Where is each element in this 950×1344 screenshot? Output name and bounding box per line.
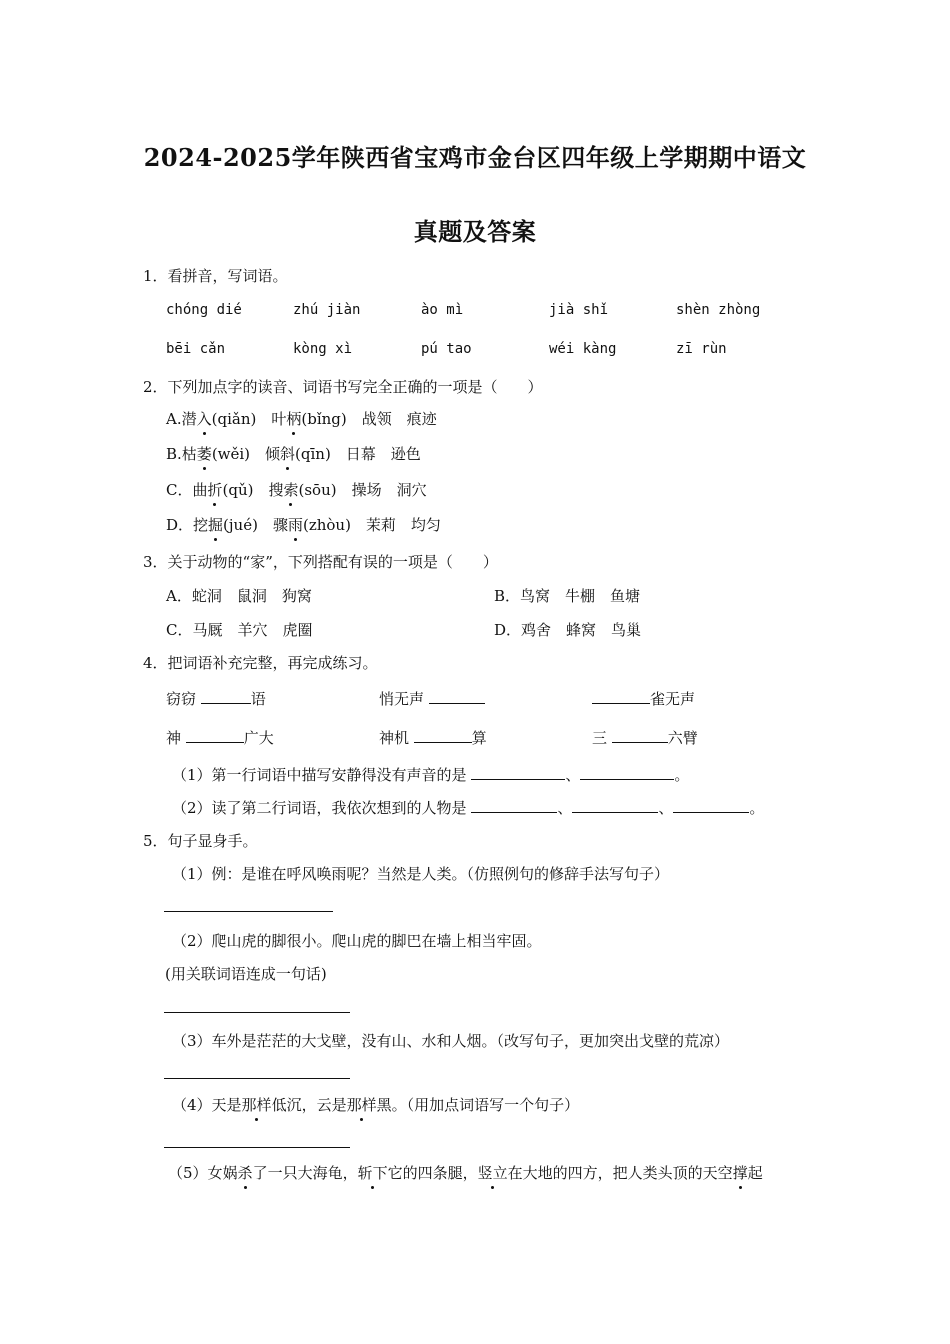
dotted-char: 折 xyxy=(207,481,223,499)
fill-blank[interactable] xyxy=(471,798,557,813)
fill-blank[interactable] xyxy=(414,728,472,743)
text: 了一只大海龟， xyxy=(252,1164,358,1182)
q1-stem: 1．看拼音，写词语。 xyxy=(143,267,288,285)
q4-sub1 xyxy=(172,764,689,785)
q3-stem: 3．关于动物的“家”，下列搭配有误的一项是（ ） xyxy=(143,553,498,571)
dotted-char: 斜 xyxy=(280,445,296,463)
q5-sub2-instruction: (用关联词语连成一句话) xyxy=(165,965,327,983)
text: 起 xyxy=(747,1164,763,1182)
text: 三 xyxy=(592,729,608,747)
dotted-char: 斩下 xyxy=(357,1164,388,1182)
q5-sub3: （3）车外是茫茫的大戈壁，没有山、水和人烟。（改写句子，更加突出戈壁的荒凉） xyxy=(172,1032,730,1050)
dotted-char: 那样 xyxy=(346,1096,377,1114)
text: (zhòu) 茉莉 均匀 xyxy=(302,516,441,534)
q4-idiom xyxy=(592,688,695,709)
q2-option-d xyxy=(166,514,441,535)
text: (jué) 骤 xyxy=(223,516,288,534)
document-title-line1: 2024-2025学年陕西省宝鸡市金台区四年级上学期期中语文 xyxy=(143,143,807,172)
q4-idiom xyxy=(379,688,485,709)
q4-sub2 xyxy=(172,797,764,818)
q5-sub2: （2）爬山虎的脚很小。爬山虎的脚巴在墙上相当牢固。 xyxy=(172,932,542,950)
q5-sub1: （1）例：是谁在呼风唤雨呢？当然是人类。（仿照例句的修辞手法写句子） xyxy=(172,865,670,883)
q1-pinyin: kòng xì xyxy=(293,341,353,357)
q1-pinyin: chóng dié xyxy=(166,302,242,318)
answer-line[interactable] xyxy=(164,911,333,912)
fill-blank[interactable] xyxy=(673,798,749,813)
text: 。 xyxy=(749,799,765,817)
q5-stem: 5．句子显身手。 xyxy=(143,832,258,850)
dotted-char: 掘 xyxy=(208,516,224,534)
fill-blank[interactable] xyxy=(580,765,674,780)
fill-blank[interactable] xyxy=(612,728,668,743)
text: 神机 xyxy=(379,729,410,747)
text: 算 xyxy=(471,729,487,747)
q2-option-b xyxy=(166,443,421,464)
text: 黑。（用加点词语写一个句子） xyxy=(376,1096,580,1114)
fill-blank[interactable] xyxy=(201,689,251,704)
text: 、 xyxy=(557,799,573,817)
fill-blank[interactable] xyxy=(429,689,485,704)
q1-pinyin: zī rùn xyxy=(676,341,727,357)
text: 六臂 xyxy=(667,729,698,747)
fill-blank[interactable] xyxy=(592,689,650,704)
text: （4）天是 xyxy=(172,1096,242,1114)
dotted-char: 那样 xyxy=(241,1096,272,1114)
text: 窃窃 xyxy=(166,690,197,708)
text: 在大地的四方，把人类头顶的天空 xyxy=(507,1164,733,1182)
dotted-word xyxy=(242,1096,272,1114)
text: (bǐng) 战领 痕迹 xyxy=(301,410,437,428)
text: (sōu) 操场 洞穴 xyxy=(298,481,427,499)
text: （2）读了第二行词语，我依次想到的人物是 xyxy=(172,799,467,817)
text: 语 xyxy=(250,690,266,708)
q1-pinyin: bēi cǎn xyxy=(166,341,226,357)
text: A.潜 xyxy=(166,410,197,428)
dotted-char: 撑 xyxy=(732,1164,748,1182)
q4-stem: 4．把词语补充完整，再完成练习。 xyxy=(143,654,378,672)
text: (qīn) 日幕 逊色 xyxy=(295,445,421,463)
q2-stem: 2．下列加点字的读音、词语书写完全正确的一项是（ ） xyxy=(143,378,543,396)
dotted-char: 竖立 xyxy=(477,1164,508,1182)
q2-option-c xyxy=(166,479,427,500)
text: 雀无声 xyxy=(650,690,696,708)
q5-sub5 xyxy=(168,1162,763,1183)
text: (qiǎn) 叶 xyxy=(211,410,287,428)
q1-pinyin: zhú jiàn xyxy=(293,302,361,318)
q2-option-a xyxy=(166,408,437,429)
dotted-char: 雨 xyxy=(287,516,303,534)
text: D．挖 xyxy=(166,516,209,534)
dotted-char: 入 xyxy=(196,410,212,428)
answer-line[interactable] xyxy=(164,1012,350,1013)
q1-pinyin: wéi kàng xyxy=(549,341,617,357)
q4-idiom xyxy=(592,727,698,748)
dotted-char: 柄 xyxy=(286,410,302,428)
text: （1）第一行词语中描写安静得没有声音的是 xyxy=(172,766,467,784)
dotted-char: 索 xyxy=(283,481,299,499)
dotted-char: 萎 xyxy=(196,445,212,463)
text: 悄无声 xyxy=(379,690,425,708)
q1-pinyin: shèn zhòng xyxy=(676,302,761,318)
answer-line[interactable] xyxy=(164,1078,350,1079)
q4-idiom xyxy=(166,688,266,709)
document-title-line2: 真题及答案 xyxy=(413,217,537,246)
fill-blank[interactable] xyxy=(471,765,565,780)
text: B.枯 xyxy=(166,445,197,463)
text: 。 xyxy=(674,766,690,784)
text: (qǔ) 搜 xyxy=(222,481,284,499)
q5-sub4 xyxy=(172,1094,579,1115)
fill-blank[interactable] xyxy=(186,728,244,743)
text: 低沉，云是 xyxy=(271,1096,347,1114)
q4-idiom xyxy=(166,727,274,748)
q4-idiom xyxy=(379,727,487,748)
q1-pinyin: ào mì xyxy=(421,302,464,318)
text: 、 xyxy=(565,766,581,784)
answer-line[interactable] xyxy=(164,1147,350,1148)
dotted-char: 杀 xyxy=(237,1164,253,1182)
text: C．曲 xyxy=(166,481,208,499)
text: 它的四条腿， xyxy=(387,1164,478,1182)
q1-pinyin: jià shǐ xyxy=(549,302,609,318)
text: 广大 xyxy=(243,729,274,747)
q3-option-a: A．蛇洞 鼠洞 狗窝 xyxy=(166,587,312,605)
q3-option-b: B．鸟窝 牛棚 鱼塘 xyxy=(494,587,641,605)
fill-blank[interactable] xyxy=(572,798,658,813)
q3-option-c: C．马厩 羊穴 虎圈 xyxy=(166,621,313,639)
text: （5）女娲 xyxy=(168,1164,238,1182)
text: 、 xyxy=(658,799,674,817)
q1-pinyin: pú tao xyxy=(421,341,472,357)
text: (wěi) 倾 xyxy=(211,445,281,463)
text: 神 xyxy=(166,729,182,747)
q3-option-d: D．鸡舍 蜂窝 鸟巢 xyxy=(494,621,642,639)
